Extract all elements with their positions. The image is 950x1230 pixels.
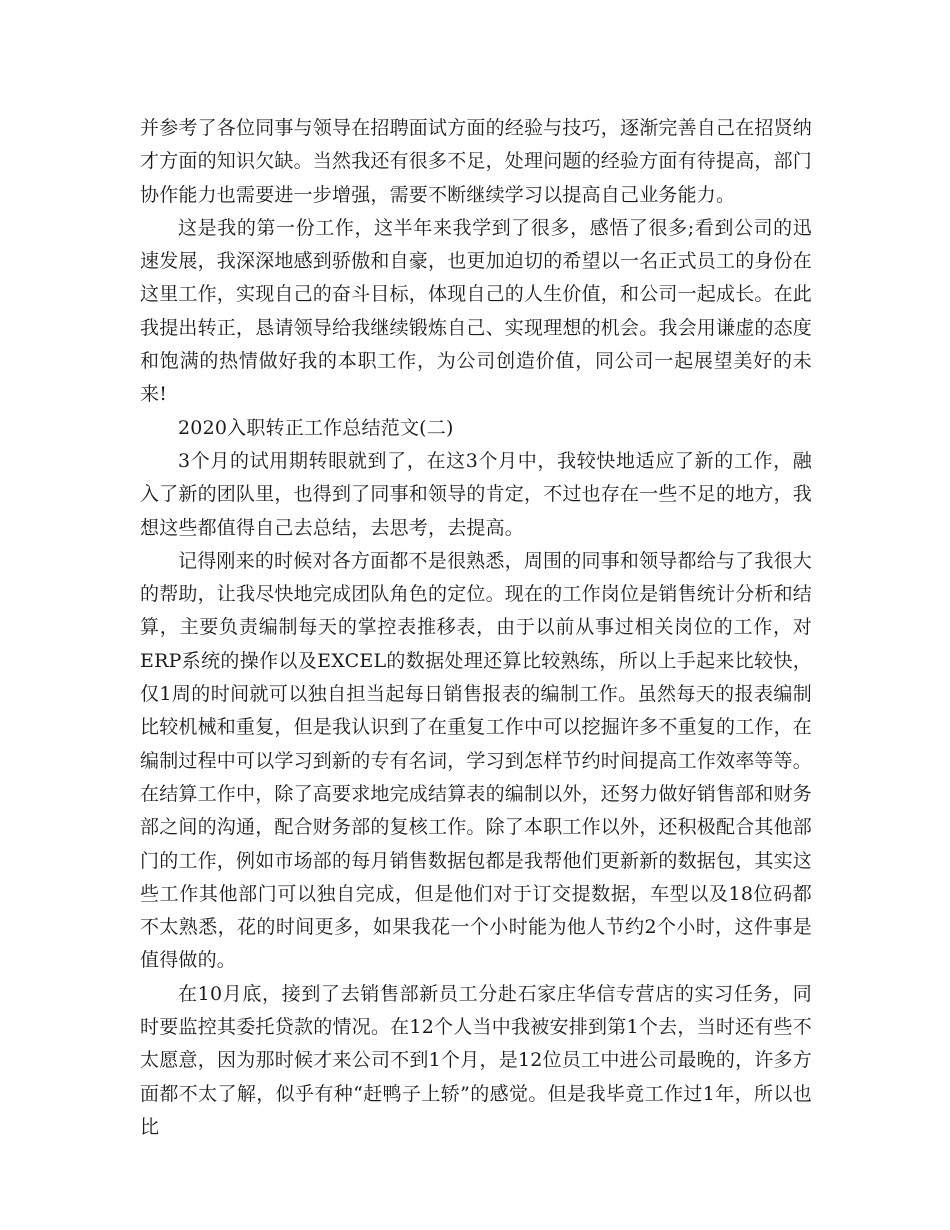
paragraph-internship: 在10月底，接到了去销售部新员工分赴石家庄华信专营店的实习任务，同时要监控其委托贷款的情况。在12个人当中我被安排到第1个去，当时还有些不太愿意，因为那时候才来公司不到1个月，是12位员工中进公司最晚的，许多方面都不太了解，似乎有种“赶鸭子上轿”的感觉。但是我毕竟工作过1年，所以也比: [140, 982, 812, 1138]
paragraph-work-duties: 记得刚来的时候对各方面都不是很熟悉，周围的同事和领导都给与了我很大的帮助，让我尽快地完成团队角色的定位。现在的工作岗位是销售统计分析和结算，主要负责编制每天的掌控表推移表，由于以前从事过相关岗位的工作，对ERP系统的操作以及EXCEL的数据处理还算比较熟练，所以上手起来比较快，仅1周的时间就可以独自担当起每日销售报表的编制工作。虽然每天的报表编制比较机械和重复，但是我认识到了在重复工作中可以挖掘许多不重复的工作，在编制过程中可以学习到新的专有名词，学习到怎样节约时间提高工作效率等等。在结算工作中，除了高要求地完成结算表的编制以外，还努力做好销售部和财务部之间的沟通，配合财务部的复核工作。除了本职工作以外，还积极配合其他部门的工作，例如市场部的每月销售数据包都是我帮他们更新新的数据包，其实这些工作其他部门可以独自完成，但是他们对于订交提数据，车型以及18位码都不太熟悉，花的时间更多，如果我花一个小时能为他人节约2个小时，这件事是值得做的。: [140, 549, 813, 972]
section-title: 2020入职转正工作总结范文(二): [178, 416, 454, 439]
paragraph-probation-summary: 3个月的试用期转眼就到了，在这3个月中，我较快地适应了新的工作，融入了新的团队里，也得到了同事和领导的肯定，不过也存在一些不足的地方，我想这些都值得自己去总结，去思考，去提高。: [140, 449, 813, 539]
paragraph-continuation: 并参考了各位同事与领导在招聘面试方面的经验与技巧，逐渐完善自己在招贤纳才方面的知识欠缺。当然我还有很多不足，处理问题的经验方面有待提高，部门协作能力也需要进一步增强，需要不断继续学习以提高自己业务能力。: [140, 117, 813, 206]
document-body: [140, 112, 812, 1144]
paragraph-first-job: 这是我的第一份工作，这半年来我学到了很多，感悟了很多;看到公司的迅速发展，我深深地感到骄傲和自豪，也更加迫切的希望以一名正式员工的身份在这里工作，实现自己的奋斗目标，体现自己的人生价值，和公司一起成长。在此我提出转正，恳请领导给我继续锻炼自己、实现理想的机会。我会用谦虚的态度和饱满的热情做好我的本职工作，为公司创造价值，同公司一起展望美好的未来!: [140, 216, 813, 406]
